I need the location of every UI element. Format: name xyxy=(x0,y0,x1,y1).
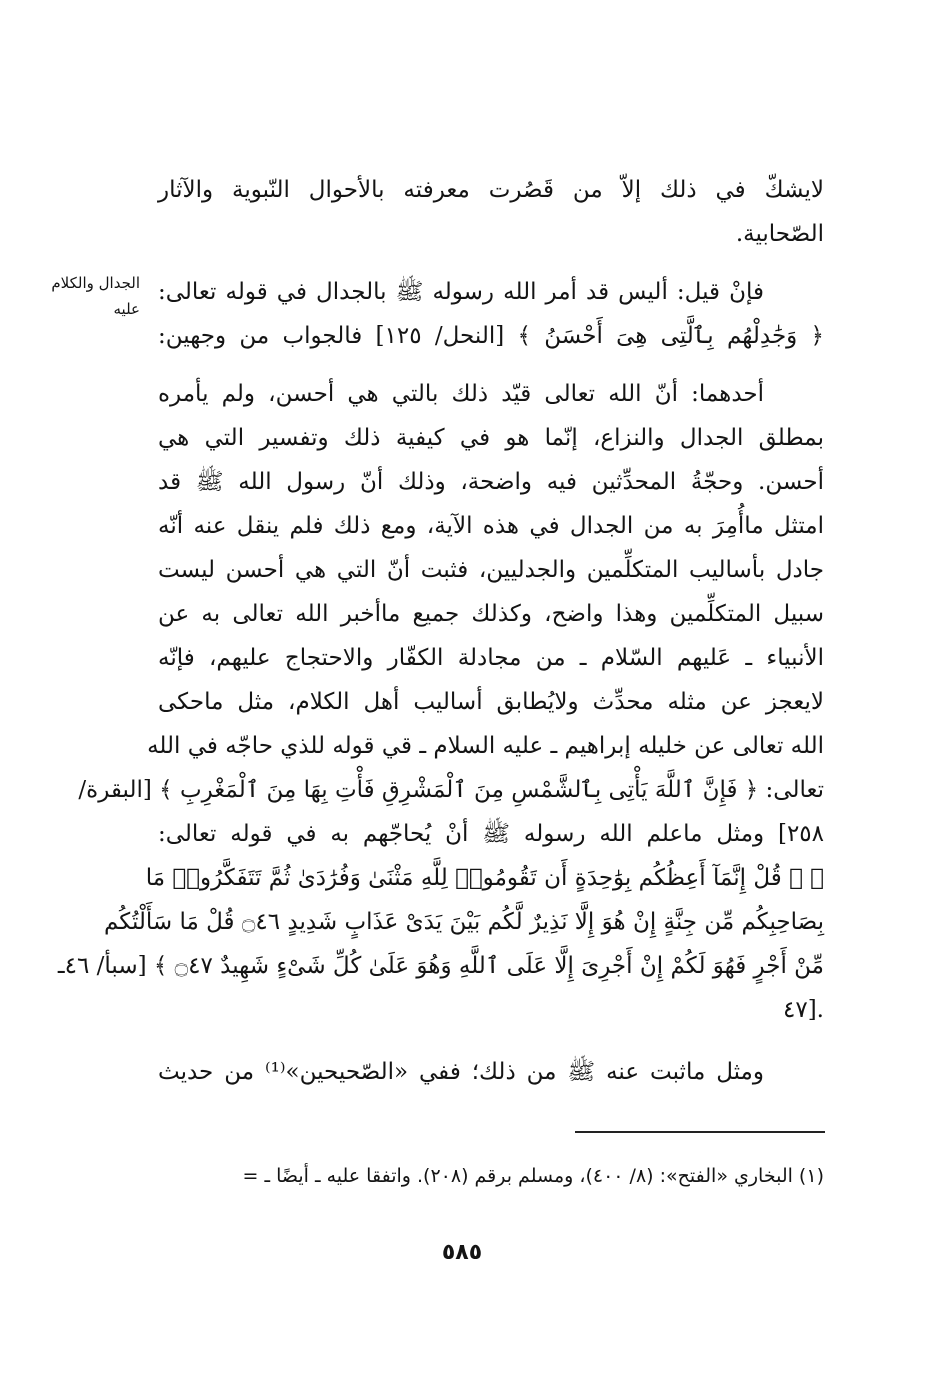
text-line: الله تعالى عن خليله إبراهيم ـ عليه السلام ـ قي قوله للذي حاجّه في الله xyxy=(147,733,824,759)
text-line: الصّحابية. xyxy=(735,221,824,247)
footnote-divider xyxy=(575,1131,825,1133)
quran-verse-line: تعالى: ﴿ فَإِنَّ ٱللَّهَ يَأْتِى بِٱلشَّمْسِ مِنَ ٱلْمَشْرِقِ فَأْتِ بِهَا مِنَ ٱلْمَغْرِبِ ﴾ [البقرة/ xyxy=(78,777,824,803)
text-line: ومثل ماثبت عنه ﷺ من ذلك؛ ففي «الصّحيحين»⁽¹⁾ من حديث xyxy=(158,1059,764,1085)
text-line: أحدهما: أنّ الله تعالى قيّد ذلك بالتي هي أحسن، ولم يأمره xyxy=(158,381,764,407)
text-line: الأنبياء ـ عَليهم السّلام ـ من مجادلة الكفّار والاحتجاج عليهم، فإنّه xyxy=(158,645,824,671)
margin-note xyxy=(22,270,140,322)
text-line: ٤٧]. xyxy=(782,997,824,1023)
margin-note-line: الجدال والكلام xyxy=(51,274,140,292)
text-line: جادل بأساليب المتكلِّمين والجدليين، فثبت أنّ التي هي أحسن ليست xyxy=(158,557,824,583)
text-line: ٢٥٨] ومثل ماعلم الله رسوله ﷺ أنْ يُحاجّهم به في قوله تعالى: xyxy=(158,821,824,847)
quran-verse-line: ﴿ ۞ قُلْ إِنَّمَآ أَعِظُكُم بِوَٰحِدَةٍ أَن تَقُومُوا۟ لِلَّهِ مَثْنَىٰ وَفُرَٰدَىٰ ثُمَّ تَتَفَكَّرُوا۟ مَا xyxy=(145,865,824,891)
text-line: سبيل المتكلِّمين وهذا واضح، وكذلك جميع ماأخبر الله تعالى به عن xyxy=(158,601,824,627)
text-line: امتثل ماأُمِرَ به من الجدال في هذه الآية، ومع ذلك فلم ينقل عنه أنّه xyxy=(158,513,824,539)
text-line: فإنْ قيل: أليس قد أمر الله رسوله ﷺ بالجدال في قوله تعالى: xyxy=(158,279,764,305)
text-line: لايشكّ في ذلك إلاّ من قَصُرت معرفته بالأحوال النّبوية والآثار xyxy=(158,177,824,203)
page-number: ٥٨٥ xyxy=(441,1240,483,1265)
text-line: بمطلق الجدال والنزاع، إنّما هو في كيفية ذلك وتفسير التي هي xyxy=(158,425,824,451)
quran-verse-line: مِّنْ أَجْرٍ فَهُوَ لَكُمْ إِنْ أَجْرِىَ إِلَّا عَلَى ٱللَّهِ وَهُوَ عَلَىٰ كُلِّ شَىْءٍ شَهِيدٌ ۝٤٧ ﴾ [سبأ/ ٤٦ـ xyxy=(57,953,824,979)
text-line: أحسن. وحجّةُ المحدِّثين فيه واضحة، وذلك أنّ رسول الله ﷺ قد xyxy=(158,469,824,495)
text-line: لايعجز عن مثله محدِّث ولايُطابق أساليب أهل الكلام، مثل ماحكى xyxy=(158,689,824,715)
footnote: (١) البخاري «الفتح»: (٨/ ٤٠٠)، ومسلم برقم (٢٠٨). واتفقا عليه ـ أيضًا ـ = xyxy=(242,1165,824,1187)
quran-verse-line: ﴿ وَجَٰدِلْهُم بِٱلَّتِى هِىَ أَحْسَنُ ﴾ [النحل/ ١٢٥] فالجواب من وجهين: xyxy=(158,323,825,349)
quran-verse-line: بِصَاحِبِكُم مِّن جِنَّةٍ إِنْ هُوَ إِلَّا نَذِيرٌ لَّكُم بَيْنَ يَدَىْ عَذَابٍ شَدِيدٍ ۝٤٦ قُلْ مَا سَأَلْتُكُم xyxy=(103,909,824,935)
margin-note-line: عليه xyxy=(113,300,140,318)
